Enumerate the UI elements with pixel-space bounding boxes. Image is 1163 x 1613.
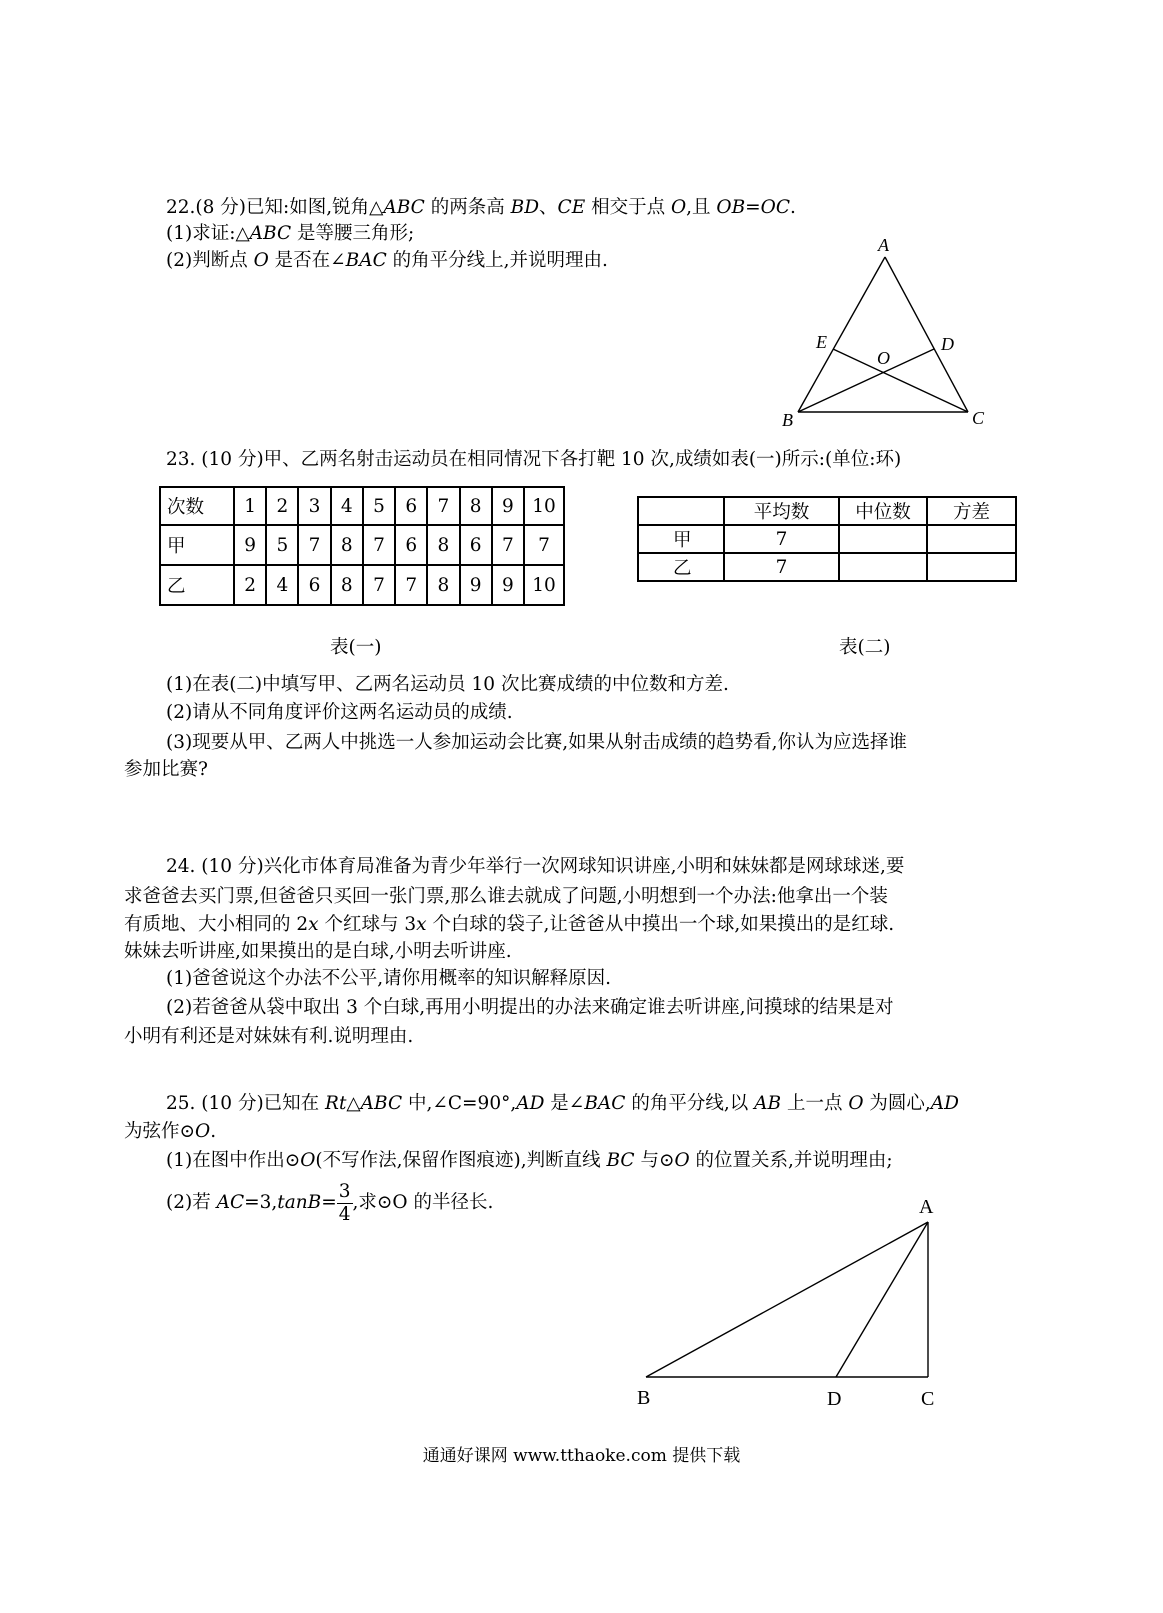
label-b: B (782, 410, 793, 430)
table-cell: 乙 (638, 553, 724, 581)
fraction (337, 1181, 353, 1226)
q24-line1: 24. (10 分)兴化市体育局准备为青少年举行一次网球知识讲座,小明和妹妹都是网球球迷,要 (166, 856, 905, 877)
triangle-figure (770, 228, 1000, 438)
label-o: O (877, 348, 890, 368)
table-cell: 1 (234, 487, 266, 525)
q25-line2 (124, 1120, 216, 1144)
label-e: E (816, 332, 827, 352)
table-cell: 5 (363, 487, 395, 525)
table-cell: 方差 (927, 497, 1016, 525)
table-cell: 7 (363, 525, 395, 565)
label-a: A (919, 1196, 934, 1218)
table-cell: 6 (395, 487, 427, 525)
q22-var: ABC (249, 223, 292, 244)
q25-text: 为圆心, (863, 1093, 931, 1114)
bisector-ad (836, 1222, 928, 1377)
q24-var: x (308, 914, 319, 935)
table-cell: 中位数 (839, 497, 927, 525)
q25-text: 上一点 (781, 1093, 849, 1114)
table-cell: 7 (395, 565, 427, 605)
q22-text: 的角平分线上,并说明理由. (386, 250, 608, 271)
label-d: D (827, 1388, 842, 1410)
q25-text: (1)在图中作出⊙ (166, 1150, 301, 1171)
q22-var: BD (510, 197, 540, 218)
table-row (160, 487, 564, 525)
q25-var: O (300, 1150, 316, 1171)
q24-part2: (2)若爸爸从袋中取出 3 个白球,再用小明提出的办法来确定谁去听讲座,问摸球的结果是对 (166, 997, 894, 1018)
q23-part2: (2)请从不同角度评价这两名运动员的成绩. (166, 702, 513, 723)
q22-text: ,且 (686, 197, 717, 218)
q25-text: ,求⊙O 的半径长. (352, 1192, 494, 1213)
label-c: C (921, 1388, 935, 1410)
table-cell: 甲 (638, 525, 724, 553)
q22-text: (2)判断点 (166, 250, 254, 271)
table-cell: 9 (492, 487, 524, 525)
q25-text: 的位置关系,并说明理由; (689, 1150, 893, 1171)
q22-line1 (166, 196, 796, 220)
q23-part3: (3)现要从甲、乙两人中挑选一人参加运动会比赛,如果从射击成绩的趋势看,你认为应选择谁 (166, 732, 907, 753)
q25-var: tanB (277, 1192, 322, 1213)
fraction-denominator: 4 (338, 1203, 351, 1225)
q25-var: AB (754, 1093, 782, 1114)
table-cell: 6 (298, 565, 330, 605)
score-table-1 (159, 486, 565, 606)
q22-var: CE (557, 197, 586, 218)
q25-part1 (166, 1149, 893, 1173)
table-cell: 甲 (160, 525, 234, 565)
q24-var: x (416, 914, 427, 935)
table-cell: 8 (427, 525, 459, 565)
table-cell: 平均数 (724, 497, 839, 525)
q23-part1: (1)在表(二)中填写甲、乙两名运动员 10 次比赛成绩的中位数和方差. (166, 674, 729, 695)
table-cell: 9 (492, 565, 524, 605)
q25-var: AC (216, 1192, 245, 1213)
table-cell: 9 (460, 565, 492, 605)
q24-line4: 妹妹去听讲座,如果摸出的是白球,小明去听讲座. (124, 941, 512, 962)
q24-text: 个白球的袋子,让爸爸从中摸出一个球,如果摸出的是红球. (426, 914, 895, 935)
q22-text: 相交于点 (585, 197, 671, 218)
right-triangle-figure (630, 1190, 960, 1420)
q22-text: . (790, 197, 796, 218)
table-cell: 8 (331, 525, 363, 565)
table-cell: 8 (331, 565, 363, 605)
q22-var: OB=OC (716, 197, 791, 218)
altitude-bd (798, 349, 934, 412)
table-cell: 9 (234, 525, 266, 565)
table-cell: 7 (724, 525, 839, 553)
label-b: B (637, 1387, 651, 1409)
table-cell: 7 (724, 553, 839, 581)
q25-text: = (321, 1192, 337, 1213)
q22-var: ABC (383, 197, 425, 218)
table-cell: 7 (298, 525, 330, 565)
table-cell: 3 (298, 487, 330, 525)
q25-text: 的角平分线,以 (625, 1093, 755, 1114)
q24-part2-cont: 小明有利还是对妹妹有利.说明理由. (124, 1026, 414, 1047)
q25-var: Rt (325, 1093, 347, 1114)
q25-var: BAC (584, 1093, 626, 1114)
table-cell: 6 (395, 525, 427, 565)
q24-line3 (124, 913, 894, 937)
q22-var: O (253, 250, 269, 271)
q22-var: O (670, 197, 687, 218)
q24-text: 个红球与 3 (318, 914, 417, 935)
table-cell: 乙 (160, 565, 234, 605)
q25-var: AD (516, 1093, 545, 1114)
q22-text: 22.(8 分)已知:如图,锐角△ (166, 197, 384, 218)
label-c: C (972, 408, 985, 428)
table-cell: 2 (234, 565, 266, 605)
label-d: D (941, 334, 954, 354)
table-cell (927, 525, 1016, 553)
q23-intro: 23. (10 分)甲、乙两名射击运动员在相同情况下各打靶 10 次,成绩如表(一)所示:(单位:环) (166, 449, 902, 470)
fraction-numerator: 3 (338, 1180, 351, 1202)
q22-text: 的两条高 (424, 197, 511, 218)
q22-line2 (166, 222, 414, 246)
altitude-ce (833, 349, 968, 412)
q25-text: △ (346, 1093, 361, 1114)
table-cell: 10 (524, 565, 564, 605)
table-row (638, 497, 1016, 525)
table-2-caption: 表(二) (839, 637, 891, 658)
table-cell: 7 (427, 487, 459, 525)
q25-text: =3, (244, 1192, 278, 1213)
q25-text: (2)若 (166, 1192, 217, 1213)
table-1-caption: 表(一) (330, 637, 382, 658)
q25-var: O (848, 1093, 864, 1114)
table-cell (839, 525, 927, 553)
side-ab (798, 257, 885, 412)
table-cell: 5 (266, 525, 298, 565)
table-cell: 7 (492, 525, 524, 565)
q22-line3 (166, 249, 608, 273)
q22-text: 是等腰三角形; (291, 223, 415, 244)
table-cell: 8 (427, 565, 459, 605)
q25-text: 与⊙ (634, 1150, 675, 1171)
q25-text: 是∠ (544, 1093, 585, 1114)
q25-var: AD (930, 1093, 959, 1114)
q23-part3-cont: 参加比赛? (124, 759, 208, 780)
table-cell: 8 (460, 487, 492, 525)
q25-text: (不写作法,保留作图痕迹),判断直线 (315, 1150, 607, 1171)
table-cell: 7 (363, 565, 395, 605)
q25-var: O (674, 1150, 690, 1171)
q25-line1 (166, 1092, 959, 1116)
q25-var: O (195, 1121, 211, 1142)
table-row (638, 525, 1016, 553)
table-row (160, 525, 564, 565)
page-footer: 通通好课网 www.tthaoke.com 提供下载 (422, 1446, 741, 1466)
label-a: A (878, 235, 889, 255)
side-ab (646, 1222, 928, 1377)
q22-text: 、 (539, 197, 558, 218)
q22-text: 是否在∠ (268, 250, 346, 271)
table-row (638, 553, 1016, 581)
table-cell: 4 (331, 487, 363, 525)
table-cell: 4 (266, 565, 298, 605)
table-row (160, 565, 564, 605)
q25-var: BC (606, 1150, 635, 1171)
q25-text: 25. (10 分)已知在 (166, 1093, 326, 1114)
table-cell (638, 497, 724, 525)
table-cell: 10 (524, 487, 564, 525)
q25-text: 中,∠C=90°, (402, 1093, 517, 1114)
q22-var: BAC (345, 250, 387, 271)
q24-part1: (1)爸爸说这个办法不公平,请你用概率的知识解释原因. (166, 968, 611, 989)
table-cell: 7 (524, 525, 564, 565)
table-cell (839, 553, 927, 581)
q24-text: 有质地、大小相同的 2 (124, 914, 309, 935)
score-table-2 (637, 496, 1017, 582)
q25-text: . (210, 1121, 217, 1142)
q25-text: 为弦作⊙ (124, 1121, 196, 1142)
q25-part2 (166, 1180, 493, 1226)
q22-text: (1)求证:△ (166, 223, 250, 244)
table-cell: 次数 (160, 487, 234, 525)
q24-line2: 求爸爸去买门票,但爸爸只买回一张门票,那么谁去就成了问题,小明想到一个办法:他拿出一个装 (124, 886, 888, 907)
side-ac (885, 257, 968, 412)
q25-var: ABC (360, 1093, 403, 1114)
table-cell: 2 (266, 487, 298, 525)
table-cell: 6 (460, 525, 492, 565)
table-cell (927, 553, 1016, 581)
